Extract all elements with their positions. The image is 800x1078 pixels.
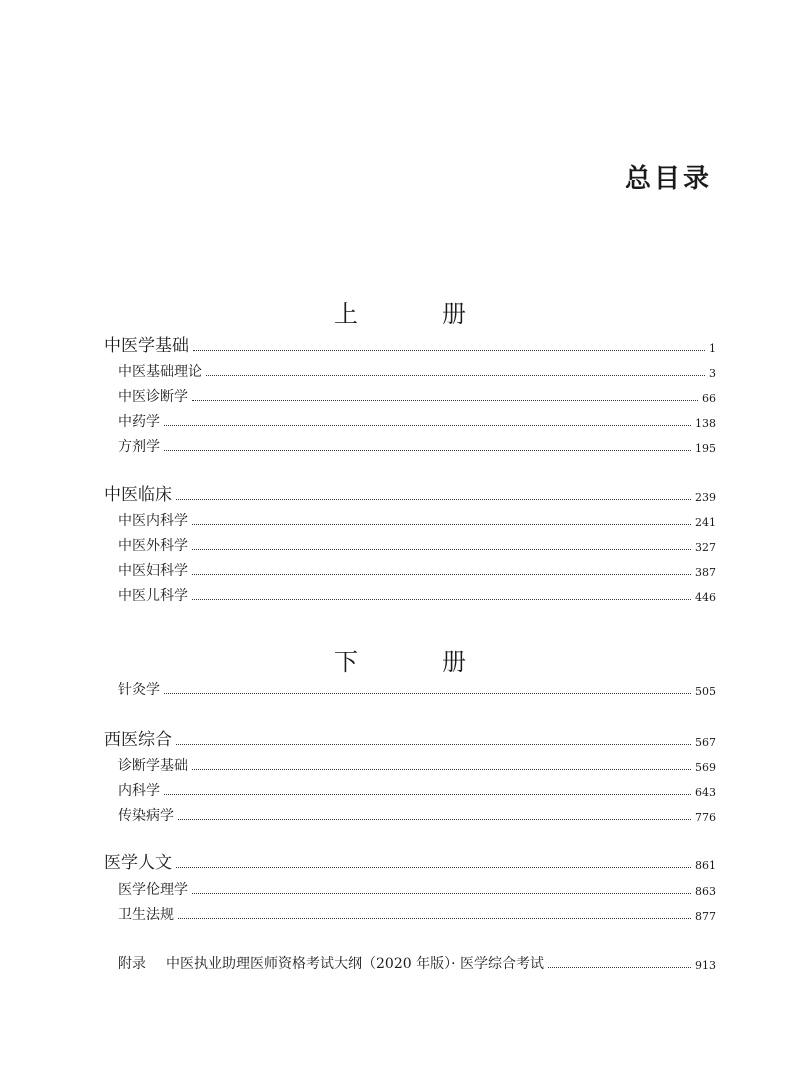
entry-title: 医学伦理学 (118, 882, 188, 898)
toc-entry[interactable] (104, 411, 716, 431)
entry-page: 239 (695, 491, 716, 504)
entry-title: 方剂学 (118, 439, 160, 455)
entry-title: 中药学 (118, 414, 160, 430)
toc-entry[interactable] (104, 853, 716, 873)
leader-dots (176, 744, 691, 745)
page-title: 总目录 (624, 164, 712, 194)
entry-title: 医学人文 (104, 853, 172, 873)
entry-title: 西医综合 (104, 730, 172, 750)
toc-entry[interactable] (104, 805, 716, 825)
entry-title: 中医基础理论 (118, 364, 202, 380)
leader-dots (164, 693, 691, 694)
entry-title: 针灸学 (118, 682, 160, 698)
entry-page: 861 (695, 859, 716, 872)
toc-entry[interactable] (104, 879, 716, 899)
entry-page: 913 (695, 959, 716, 972)
entry-page: 643 (695, 786, 716, 799)
toc-entry[interactable] (104, 510, 716, 530)
toc-entry[interactable] (104, 904, 716, 924)
toc-entry[interactable] (104, 535, 716, 555)
volume-heading-lower: 下 册 (334, 648, 496, 676)
entry-page: 387 (695, 566, 716, 579)
entry-page: 505 (695, 685, 716, 698)
leader-dots (192, 599, 691, 600)
entry-page: 1 (709, 342, 716, 355)
entry-title: 中医学基础 (104, 336, 189, 356)
leader-dots (192, 549, 691, 550)
entry-page: 446 (695, 591, 716, 604)
toc-entry[interactable] (104, 780, 716, 800)
leader-dots (164, 794, 691, 795)
toc-entry[interactable] (104, 730, 716, 750)
leader-dots (192, 524, 691, 525)
entry-title: 传染病学 (118, 808, 174, 824)
toc-entry[interactable] (104, 336, 716, 356)
toc-entry-appendix[interactable] (104, 953, 716, 973)
toc-entry[interactable] (104, 755, 716, 775)
toc-entry[interactable] (104, 585, 716, 605)
entry-page: 241 (695, 516, 716, 529)
entry-page: 195 (695, 442, 716, 455)
leader-dots (164, 450, 691, 451)
entry-title: 中医妇科学 (118, 563, 188, 579)
entry-title: 中医内科学 (118, 513, 188, 529)
appendix-tag: 附录 (118, 956, 146, 972)
leader-dots (192, 400, 698, 401)
entry-page: 567 (695, 736, 716, 749)
entry-page: 138 (695, 417, 716, 430)
entry-title: 卫生法规 (118, 907, 174, 923)
entry-title: 诊断学基础 (118, 758, 188, 774)
toc-entry[interactable] (104, 560, 716, 580)
toc-entry[interactable] (104, 436, 716, 456)
entry-title: 中医临床 (104, 485, 172, 505)
entry-title: 中医诊断学 (118, 389, 188, 405)
entry-page: 3 (709, 367, 716, 380)
entry-page: 327 (695, 541, 716, 554)
toc-entry[interactable] (104, 386, 716, 406)
entry-page: 877 (695, 910, 716, 923)
leader-dots (192, 574, 691, 575)
leader-dots (192, 893, 691, 894)
leader-dots (193, 350, 705, 351)
leader-dots (164, 425, 691, 426)
entry-page: 863 (695, 885, 716, 898)
volume-heading-upper: 上 册 (334, 300, 496, 328)
entry-page: 776 (695, 811, 716, 824)
entry-page: 66 (702, 392, 716, 405)
leader-dots (548, 967, 691, 968)
leader-dots (176, 499, 691, 500)
toc-entry[interactable] (104, 361, 716, 381)
entry-title: 中医外科学 (118, 538, 188, 554)
leader-dots (176, 867, 691, 868)
toc-entry[interactable] (104, 679, 716, 699)
leader-dots (178, 819, 691, 820)
appendix-title: 中医执业助理医师资格考试大纲（2020 年版）· 医学综合考试 (166, 956, 544, 972)
entry-title (104, 953, 548, 973)
entry-title: 内科学 (118, 783, 160, 799)
leader-dots (206, 375, 705, 376)
leader-dots (178, 918, 691, 919)
entry-page: 569 (695, 761, 716, 774)
entry-title: 中医儿科学 (118, 588, 188, 604)
toc-entry[interactable] (104, 485, 716, 505)
leader-dots (192, 769, 691, 770)
